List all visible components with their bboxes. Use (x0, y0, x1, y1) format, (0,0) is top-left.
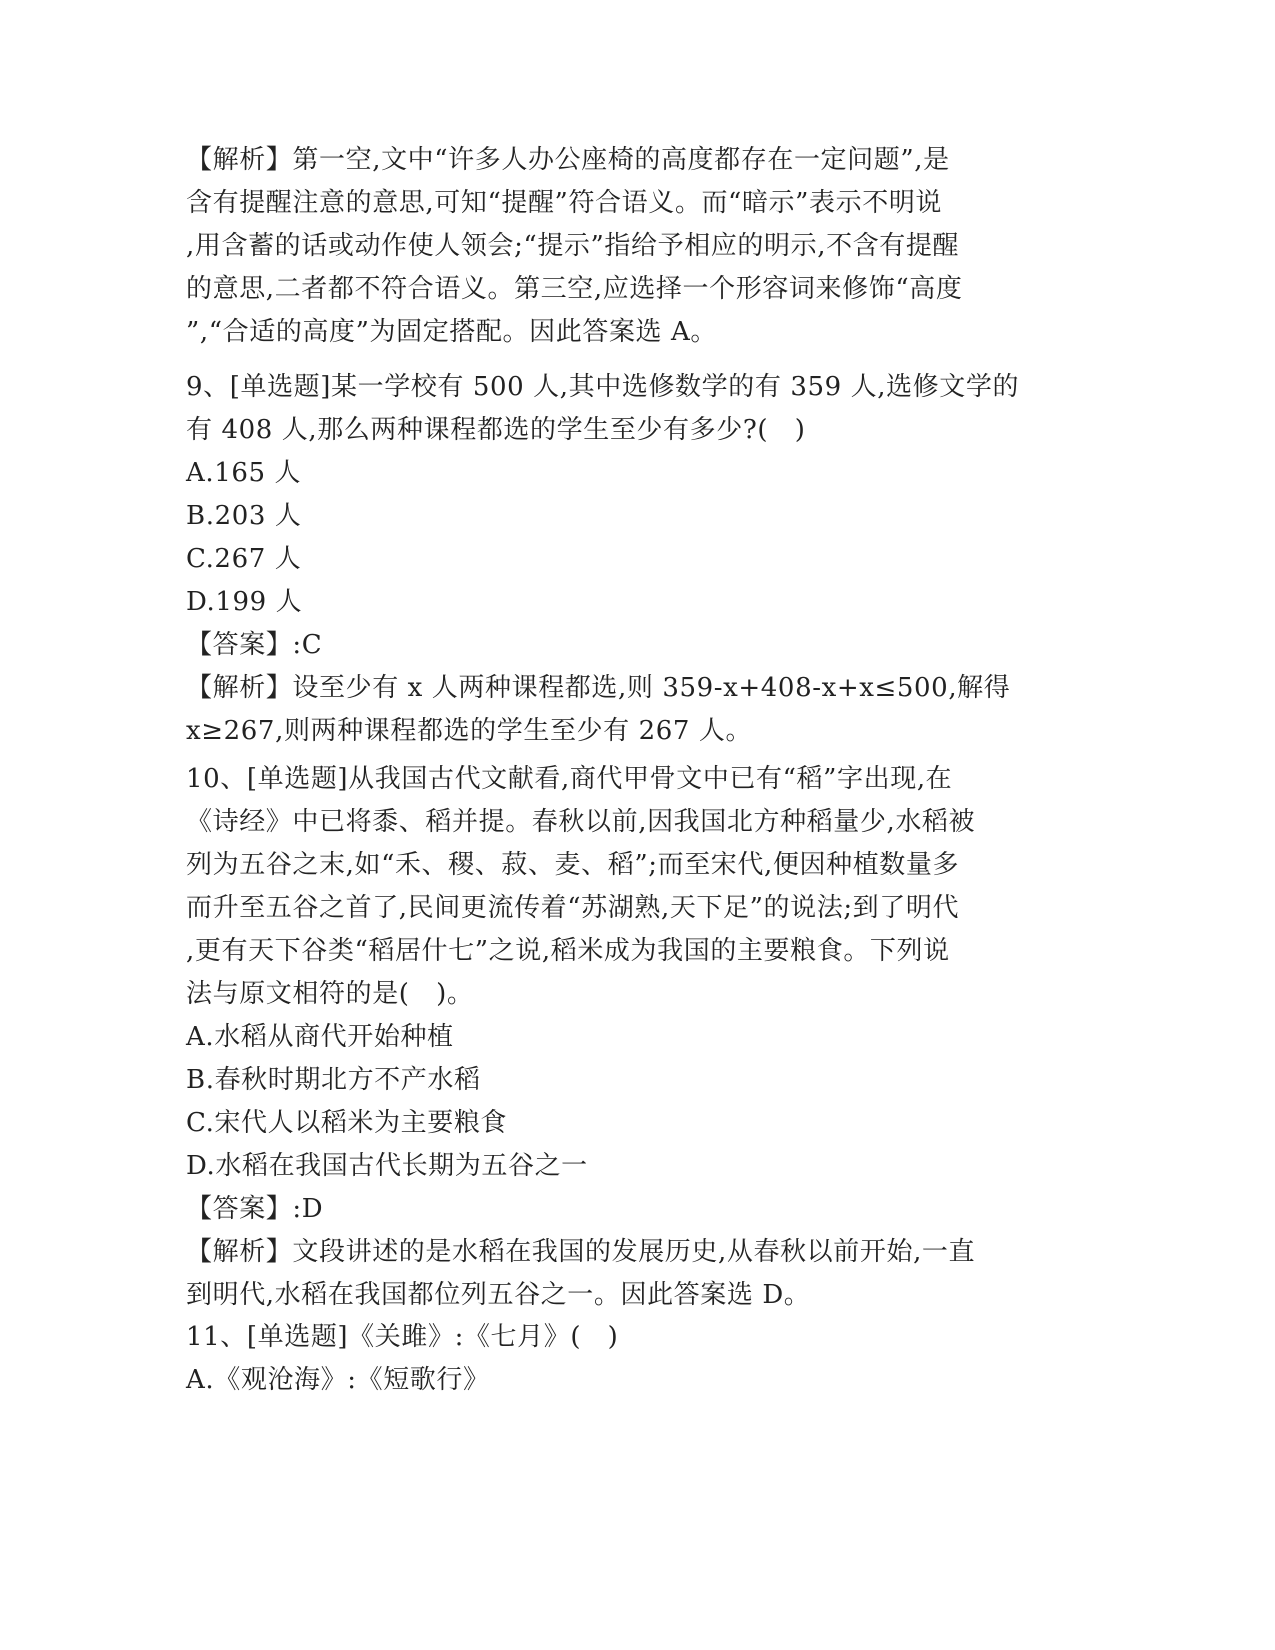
prev-explanation (186, 139, 1086, 354)
question-stem-line: 列为五谷之末,如“禾、稷、菽、麦、稻”;而至宋代,便因种植数量多 (186, 850, 960, 880)
explanation-line: 到明代,水稻在我国都位列五谷之一。因此答案选 D。 (186, 1280, 811, 1310)
question-stem-line: 《诗经》中已将黍、稻并提。春秋以前,因我国北方种稻量少,水稻被 (186, 807, 976, 837)
option-c: C.宋代人以稻米为主要粮食 (186, 1108, 508, 1138)
question-stem-line: 11、[单选题]《关雎》:《七月》( ) (186, 1322, 619, 1352)
question-stem-line: 而升至五谷之首了,民间更流传着“苏湖熟,天下足”的说法;到了明代 (186, 893, 960, 923)
explanation-line: 含有提醒注意的意思,可知“提醒”符合语义。而“暗示”表示不明说 (186, 188, 943, 218)
explanation-line: 【解析】设至少有 x 人两种课程都选,则 359-x+408-x+x≤500,解得 (186, 673, 1011, 703)
option-b: B.203 人 (186, 501, 302, 531)
question-stem-line: 有 408 人,那么两种课程都选的学生至少有多少?( ) (186, 415, 806, 445)
option-a: A.165 人 (186, 458, 302, 488)
question-stem-line: 法与原文相符的是( )。 (186, 979, 474, 1009)
explanation-line: ,用含蓄的话或动作使人领会;“提示”指给予相应的明示,不含有提醒 (186, 231, 960, 261)
explanation-line: x≥267,则两种课程都选的学生至少有 267 人。 (186, 716, 753, 746)
option-d: D.水稻在我国古代长期为五谷之一 (186, 1151, 588, 1181)
question-stem-line: 10、[单选题]从我国古代文献看,商代甲骨文中已有“稻”字出现,在 (186, 764, 953, 794)
question-stem-line: ,更有天下谷类“稻居什七”之说,稻米成为我国的主要粮食。下列说 (186, 936, 950, 966)
option-d: D.199 人 (186, 587, 303, 617)
explanation-line: ”,“合适的高度”为固定搭配。因此答案选 A。 (186, 317, 717, 347)
option-c: C.267 人 (186, 544, 302, 574)
question-stem-line: 9、[单选题]某一学校有 500 人,其中选修数学的有 359 人,选修文学的 (186, 372, 1020, 402)
question-10 (186, 758, 1086, 1317)
explanation-line: 的意思,二者都不符合语义。第三空,应选择一个形容词来修饰“高度 (186, 274, 963, 304)
explanation-line: 【解析】第一空,文中“许多人办公座椅的高度都存在一定问题”,是 (186, 145, 950, 175)
option-a: A.水稻从商代开始种植 (186, 1022, 454, 1052)
explanation-line: 【解析】文段讲述的是水稻在我国的发展历史,从春秋以前开始,一直 (186, 1237, 976, 1267)
answer-line: 【答案】:D (186, 1194, 324, 1224)
option-a: A.《观沧海》:《短歌行》 (186, 1365, 490, 1395)
answer-line: 【答案】:C (186, 630, 323, 660)
option-b: B.春秋时期北方不产水稻 (186, 1065, 481, 1095)
question-11 (186, 1316, 1086, 1402)
question-9 (186, 366, 1086, 753)
